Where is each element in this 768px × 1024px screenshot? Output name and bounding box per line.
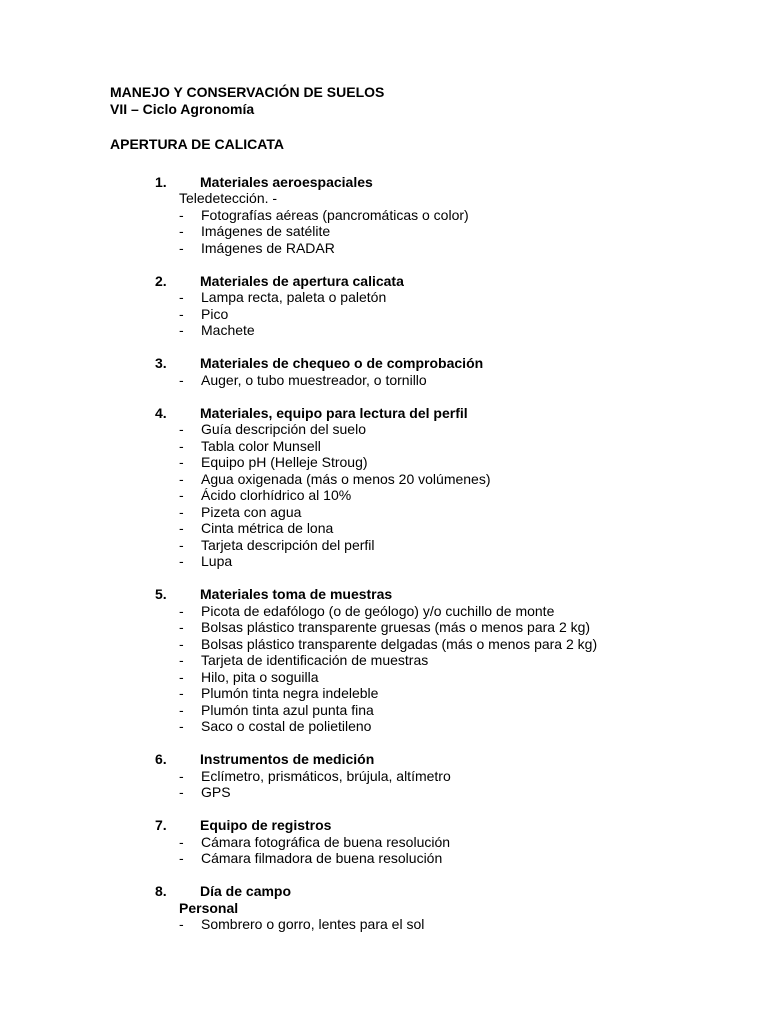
section-title: Materiales aeroespaciales: [200, 173, 373, 190]
section-title: Materiales de chequeo o de comprobación: [200, 355, 484, 371]
section-1: [110, 174, 730, 257]
bullet-dash: -: [179, 784, 184, 800]
section-heading: [110, 174, 730, 191]
section-number: 1.: [155, 173, 167, 190]
section-subtitle: Teledetección. -: [179, 190, 278, 206]
list-item-text: Ácido clorhídrico al 10%: [201, 487, 352, 503]
bullet-dash: -: [179, 718, 184, 734]
list-item-text: Picota de edafólogo (o de geólogo) y/o cuchillo de monte: [201, 602, 555, 619]
list-item: [110, 471, 730, 488]
bullet-dash: -: [179, 454, 184, 470]
section-number: 6.: [155, 751, 167, 767]
list-item: [110, 520, 730, 537]
section-number: 2.: [155, 272, 167, 289]
list-item: [110, 240, 730, 257]
section-title: Día de campo: [200, 883, 292, 899]
document-page: [110, 84, 730, 949]
section-title: Instrumentos de medición: [200, 751, 375, 767]
bullet-dash: -: [179, 206, 184, 223]
list-item-text: Plumón tinta negra indeleble: [201, 685, 379, 701]
list-item: [110, 207, 730, 224]
section-heading: [110, 586, 730, 603]
list-item-text: Imágenes de satélite: [201, 223, 331, 239]
bullet-dash: -: [179, 553, 184, 569]
list-item-text: GPS: [201, 784, 231, 800]
list-item-text: Imágenes de RADAR: [201, 239, 335, 256]
list-item: [110, 619, 730, 636]
bullet-dash: -: [179, 322, 184, 338]
list-item: [110, 652, 730, 669]
bullet-dash: -: [179, 371, 184, 388]
list-item: [110, 438, 730, 455]
section-subtitle: Personal: [179, 899, 239, 916]
list-item-text: Guía descripción del suelo: [201, 421, 366, 437]
bullet-dash: -: [179, 223, 184, 239]
section-heading: [110, 405, 730, 422]
bullet-dash: -: [179, 503, 184, 520]
section-title: Materiales, equipo para lectura del perfil: [200, 404, 468, 421]
section-6: [110, 751, 730, 801]
section-2: [110, 273, 730, 339]
section-title: Materiales toma de muestras: [200, 586, 393, 602]
bullet-dash: -: [179, 421, 184, 437]
list-item-text: Agua oxigenada (más o menos 20 volúmenes): [201, 470, 491, 487]
bullet-dash: -: [179, 850, 184, 866]
list-item-text: Cámara fotográfica de buena resolución: [201, 833, 451, 850]
bullet-dash: -: [179, 602, 184, 619]
bullet-dash: -: [179, 470, 184, 487]
sections-list: [110, 174, 730, 933]
list-item-text: Cámara filmadora de buena resolución: [201, 850, 443, 866]
list-item: [110, 850, 730, 867]
section-number: 7.: [155, 817, 167, 833]
bullet-dash: -: [179, 833, 184, 850]
list-item: [110, 834, 730, 851]
section-number: 5.: [155, 586, 167, 602]
bullet-dash: -: [179, 652, 184, 668]
section-heading: [110, 355, 730, 372]
bullet-dash: -: [179, 619, 184, 635]
list-item: [110, 306, 730, 323]
list-item-text: Cinta métrica de lona: [201, 520, 334, 536]
list-item: [110, 504, 730, 521]
section-7: [110, 817, 730, 867]
bullet-dash: -: [179, 635, 184, 652]
section-8: [110, 883, 730, 933]
bullet-dash: -: [179, 916, 184, 932]
list-item-text: Lampa recta, paleta o paletón: [201, 289, 387, 305]
section-heading: [110, 751, 730, 768]
list-item-text: Equipo pH (Helleje Stroug): [201, 454, 368, 470]
list-item: [110, 636, 730, 653]
list-item-text: Bolsas plástico transparente delgadas (más o menos para 2 kg): [201, 635, 598, 652]
list-item-text: Tarjeta descripción del perfil: [201, 536, 375, 553]
list-item: [110, 322, 730, 339]
list-item: [110, 223, 730, 240]
bullet-dash: -: [179, 685, 184, 701]
section-number: 4.: [155, 404, 167, 421]
list-item-text: Eclímetro, prismáticos, brújula, altímetro: [201, 767, 451, 784]
list-item-text: Lupa: [201, 553, 233, 569]
section-heading: [110, 883, 730, 900]
section-number: 8.: [155, 883, 167, 899]
section-title: Materiales de apertura calicata: [200, 272, 404, 289]
section-4: [110, 405, 730, 570]
list-item-text: Fotografías aéreas (pancromáticas o color): [201, 206, 469, 223]
list-item: [110, 487, 730, 504]
list-item: [110, 669, 730, 686]
list-item-text: Sombrero o gorro, lentes para el sol: [201, 916, 425, 932]
list-item: [110, 784, 730, 801]
bullet-dash: -: [179, 487, 184, 503]
list-item: [110, 454, 730, 471]
list-item-text: Pico: [201, 305, 229, 322]
list-item: [110, 718, 730, 735]
bullet-dash: -: [179, 289, 184, 305]
list-item: [110, 289, 730, 306]
list-item: [110, 603, 730, 620]
list-item: [110, 768, 730, 785]
topic-heading: APERTURA DE CALICATA: [110, 136, 284, 152]
list-item: [110, 553, 730, 570]
list-item-text: Saco o costal de polietileno: [201, 718, 372, 734]
list-item: [110, 916, 730, 933]
bullet-dash: -: [179, 536, 184, 553]
list-item: [110, 421, 730, 438]
list-item-text: Machete: [201, 322, 255, 338]
list-item-text: Hilo, pita o soguilla: [201, 668, 319, 685]
list-item-text: Tarjeta de identificación de muestras: [201, 652, 429, 668]
bullet-dash: -: [179, 701, 184, 718]
list-item-text: Auger, o tubo muestreador, o tornillo: [201, 371, 427, 388]
bullet-dash: -: [179, 767, 184, 784]
bullet-dash: -: [179, 305, 184, 322]
bullet-dash: -: [179, 437, 184, 454]
list-item: [110, 537, 730, 554]
list-item-text: Pizeta con agua: [201, 503, 302, 520]
bullet-dash: -: [179, 668, 184, 685]
list-item-text: Plumón tinta azul punta fina: [201, 701, 374, 718]
section-5: [110, 586, 730, 735]
list-item: [110, 685, 730, 702]
section-heading: [110, 817, 730, 834]
cycle-subtitle: VII – Ciclo Agronomía: [110, 100, 255, 117]
bullet-dash: -: [179, 239, 184, 256]
list-item: [110, 702, 730, 719]
section-3: [110, 355, 730, 388]
section-title: Equipo de registros: [200, 817, 332, 833]
course-title: MANEJO Y CONSERVACIÓN DE SUELOS: [110, 84, 385, 100]
section-heading: [110, 273, 730, 290]
bullet-dash: -: [179, 520, 184, 536]
list-item-text: Tabla color Munsell: [201, 437, 321, 454]
list-item-text: Bolsas plástico transparente gruesas (más o menos para 2 kg): [201, 619, 591, 635]
section-number: 3.: [155, 355, 167, 371]
list-item: [110, 372, 730, 389]
